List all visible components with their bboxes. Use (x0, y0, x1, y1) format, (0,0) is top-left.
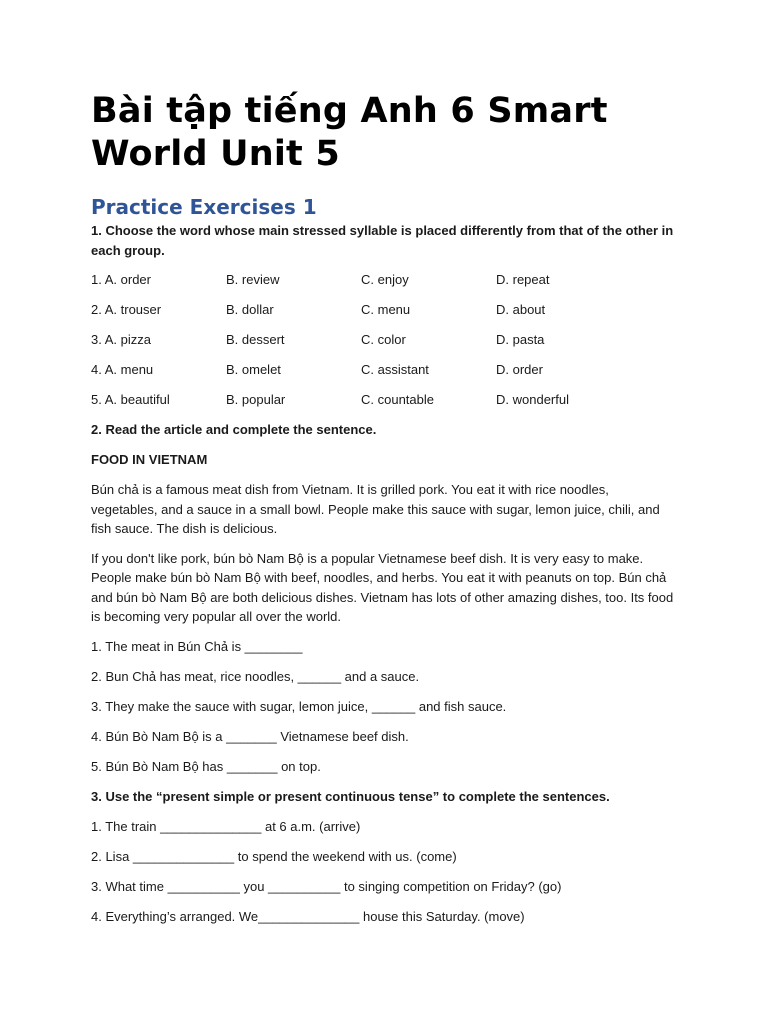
option-row (91, 300, 676, 320)
option-c: C. assistant (361, 362, 429, 377)
option-a: 3. A. pizza (91, 332, 151, 347)
option-b: B. dollar (226, 302, 274, 317)
option-d: D. pasta (496, 332, 545, 347)
fill-in-item: 5. Bún Bò Nam Bộ has _______ on top. (91, 758, 321, 774)
article-paragraph-2: If you don't like pork, bún bò Nam Bộ is a popular Vietnamese beef dish. It is very easy to make. People make bún bò Nam Bộ with beef, noodles, and herbs. You eat it with peanuts on top. Bún chả and bún bò Nam Bộ are both delicious dishes. Vietnam has lots of other amazing dishes, too. Its food is becoming very popular all over the world. (91, 550, 674, 624)
tense-item: 3. What time __________ you __________ to singing competition on Friday? (go) (91, 878, 562, 894)
option-row (91, 390, 676, 410)
option-d: D. order (496, 362, 543, 377)
option-b: B. omelet (226, 362, 281, 377)
option-row (91, 270, 676, 290)
option-c: C. color (361, 332, 406, 347)
option-a: 4. A. menu (91, 362, 154, 377)
option-c: C. enjoy (361, 272, 409, 287)
option-b: B. review (226, 272, 280, 287)
option-a: 5. A. beautiful (91, 392, 170, 407)
question-3-instruction: 3. Use the “present simple or present continuous tense” to complete the sentences. (91, 788, 610, 804)
fill-in-item: 2. Bun Chả has meat, rice noodles, ______ and a sauce. (91, 668, 420, 684)
option-c: C. countable (361, 392, 434, 407)
option-d: D. wonderful (496, 392, 569, 407)
option-row (91, 360, 676, 380)
question-1-instruction: 1. Choose the word whose main stressed syllable is placed differently from that of the other in each group. (91, 223, 674, 258)
option-row (91, 330, 676, 350)
article-paragraph-1: Bún chả is a famous meat dish from Vietnam. It is grilled pork. You eat it with rice noodles, vegetables, and a sauce in a small bowl. People make this sauce with sugar, lemon juice, chili, and fish sauce. The dish is delicious. (91, 482, 660, 536)
section-heading: Practice Exercises 1 (91, 195, 317, 219)
fill-in-item: 3. They make the sauce with sugar, lemon juice, ______ and fish sauce. (91, 698, 507, 714)
title-line-1: Bài tập tiếng Anh 6 Smart (91, 91, 608, 131)
option-b: B. dessert (226, 332, 285, 347)
tense-item: 1. The train ______________ at 6 a.m. (arrive) (91, 818, 361, 834)
option-a: 1. A. order (91, 272, 151, 287)
article-title: FOOD IN VIETNAM (91, 452, 208, 467)
tense-item: 4. Everything’s arranged. We______________ house this Saturday. (move) (91, 908, 525, 924)
question-2-instruction: 2. Read the article and complete the sentence. (91, 422, 377, 437)
question-1-options (91, 270, 676, 410)
title-line-2: World Unit 5 (91, 134, 340, 174)
option-a: 2. A. trouser (91, 302, 162, 317)
option-b: B. popular (226, 392, 286, 407)
fill-in-item: 4. Bún Bò Nam Bộ is a _______ Vietnamese beef dish. (91, 728, 409, 744)
page-title (91, 90, 676, 176)
tense-item: 2. Lisa ______________ to spend the weekend with us. (come) (91, 848, 457, 864)
fill-in-item: 1. The meat in Bún Chả is ________ (91, 638, 303, 654)
option-d: D. repeat (496, 272, 550, 287)
option-d: D. about (496, 302, 546, 317)
option-c: C. menu (361, 302, 411, 317)
